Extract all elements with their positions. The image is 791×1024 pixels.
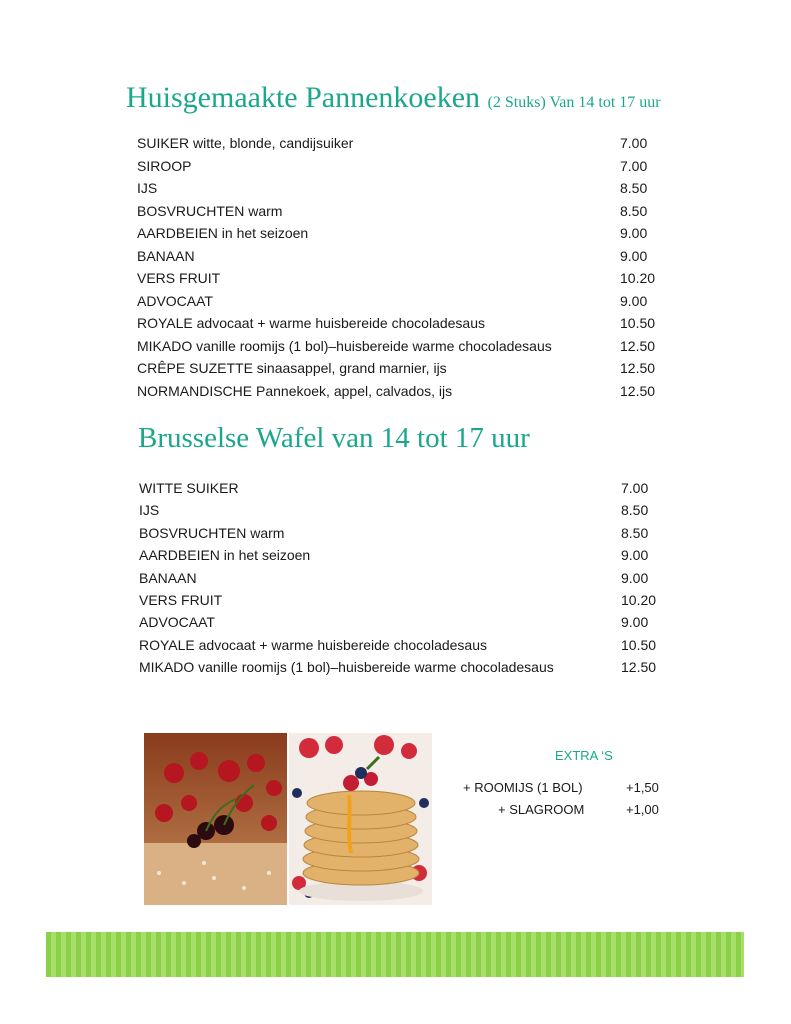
menu-item-name: SUIKER witte, blonde, candijsuiker <box>137 135 354 151</box>
extra-item-name: + ROOMIJS (1 BOL) <box>463 780 583 795</box>
menu-item-row <box>139 657 661 677</box>
menu-item-price: 10.50 <box>620 315 656 331</box>
waffles-title: Brusselse Wafel van 14 tot 17 uur <box>138 422 530 454</box>
extra-item-price: +1,50 <box>626 780 659 795</box>
menu-item-row <box>139 590 661 610</box>
waffle-photo <box>144 733 287 905</box>
menu-item-name: ROYALE advocaat + warme huisbereide chocoladesaus <box>139 636 487 653</box>
menu-item-price: 10.20 <box>620 270 656 286</box>
menu-item-price: 8.50 <box>620 202 648 219</box>
menu-item-row <box>137 336 660 356</box>
pancakes-subtitle: (2 Stuks) Van 14 tot 17 uur <box>487 94 661 111</box>
menu-item-price: 10.50 <box>621 636 657 653</box>
menu-item-name: ADVOCAAT <box>137 292 213 309</box>
menu-item-price: 8.50 <box>621 502 649 519</box>
menu-item-row <box>137 178 660 198</box>
menu-item-price: 7.00 <box>620 135 648 151</box>
menu-item-row <box>137 381 660 401</box>
menu-item-name: MIKADO vanille roomijs (1 bol)–huisbereide warme chocoladesaus <box>137 337 552 354</box>
extras-title: EXTRA ‘S <box>555 748 613 763</box>
menu-item-row <box>139 612 661 632</box>
menu-item-row <box>137 223 660 243</box>
menu-item-row <box>139 545 661 565</box>
menu-item-row <box>137 291 660 311</box>
menu-item-row <box>139 500 661 520</box>
menu-item-name: AARDBEIEN in het seizoen <box>139 547 311 564</box>
menu-item-row <box>137 133 660 153</box>
menu-item-name: ADVOCAAT <box>139 614 215 631</box>
menu-item-name: BOSVRUCHTEN warm <box>137 202 283 219</box>
menu-item-price: 9.00 <box>620 292 648 309</box>
menu-item-name: BANAAN <box>137 247 195 264</box>
menu-item-row <box>139 478 661 498</box>
menu-item-row <box>137 201 660 221</box>
extra-item-price: +1,00 <box>626 802 659 817</box>
menu-item-price: 12.50 <box>620 382 656 399</box>
menu-item-row <box>137 313 660 333</box>
menu-item-name: ROYALE advocaat + warme huisbereide chocoladesaus <box>137 315 485 331</box>
menu-item-row <box>137 358 660 378</box>
menu-item-name: VERS FRUIT <box>139 592 223 608</box>
menu-item-name: WITTE SUIKER <box>139 480 239 496</box>
menu-item-row <box>139 568 661 588</box>
menu-item-price: 10.20 <box>621 592 657 608</box>
menu-item-name: CRÊPE SUZETTE sinaasappel, grand marnier, ijs <box>137 360 447 376</box>
menu-item-name: IJS <box>139 502 160 519</box>
menu-item-price: 9.00 <box>620 225 648 241</box>
menu-item-price: 9.00 <box>620 247 648 264</box>
menu-item-price: 12.50 <box>621 659 657 676</box>
menu-item-row <box>139 635 661 655</box>
menu-item-name: BOSVRUCHTEN warm <box>139 524 285 541</box>
menu-item-name: MIKADO vanille roomijs (1 bol)–huisbereide warme chocoladesaus <box>139 659 554 676</box>
menu-item-price: 7.00 <box>621 480 649 496</box>
menu-item-price: 9.00 <box>621 614 649 631</box>
pancakes-title: Huisgemaakte Pannenkoeken <box>126 81 481 114</box>
menu-item-price: 12.50 <box>620 360 656 376</box>
menu-item-price: 7.00 <box>620 157 648 174</box>
menu-item-name: VERS FRUIT <box>137 270 221 286</box>
menu-item-row <box>137 156 660 176</box>
menu-item-name: NORMANDISCHE Pannekoek, appel, calvados, ijs <box>137 382 453 399</box>
menu-item-name: SIROOP <box>137 157 192 174</box>
menu-item-name: BANAAN <box>139 569 197 586</box>
menu-item-row <box>137 268 660 288</box>
menu-item-row <box>137 246 660 266</box>
menu-item-price: 9.00 <box>621 569 649 586</box>
menu-item-name: IJS <box>137 180 158 196</box>
extra-item-name: + SLAGROOM <box>498 802 585 817</box>
menu-item-row <box>139 523 661 543</box>
menu-item-price: 8.50 <box>621 524 649 541</box>
menu-item-price: 9.00 <box>621 547 649 564</box>
menu-item-name: AARDBEIEN in het seizoen <box>137 225 309 241</box>
menu-item-price: 8.50 <box>620 180 648 196</box>
pancake-photo <box>289 733 432 905</box>
decorative-stripe-band <box>46 932 744 977</box>
pancakes-heading <box>126 80 661 121</box>
menu-item-price: 12.50 <box>620 337 656 354</box>
